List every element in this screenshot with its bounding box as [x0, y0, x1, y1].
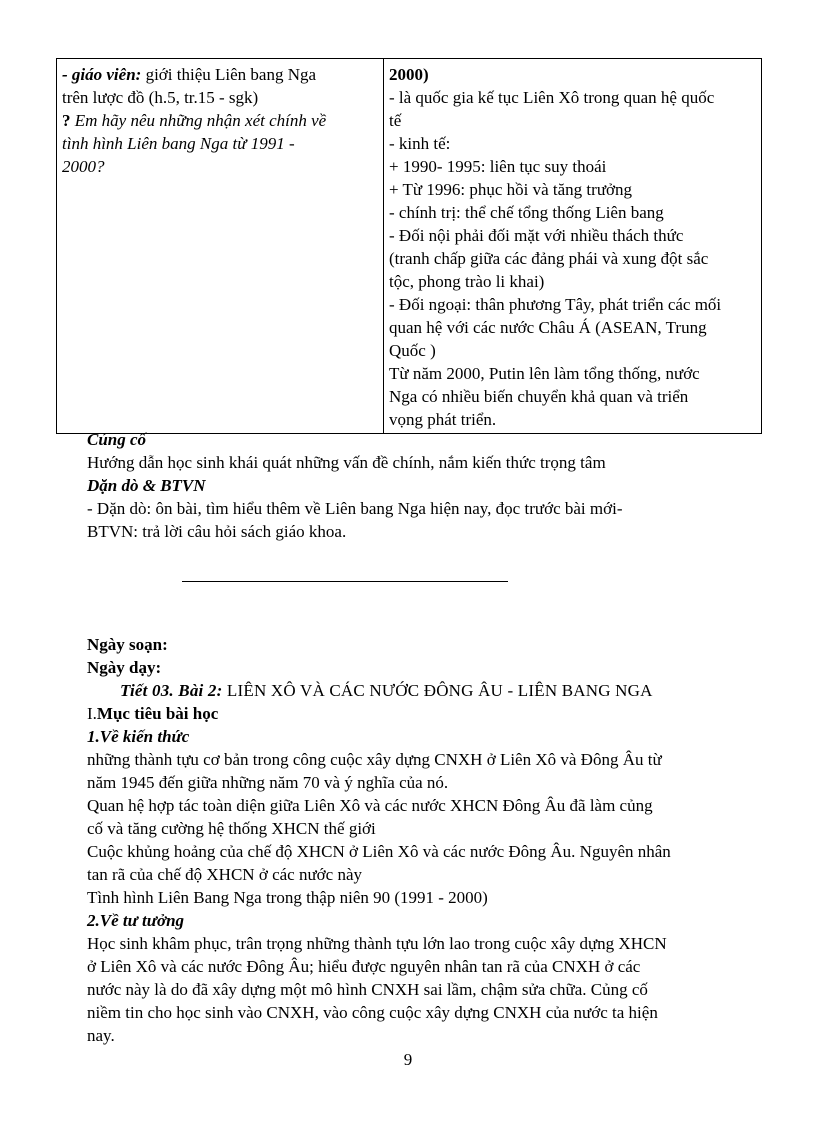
ideology-line: nước này là do đã xây dựng một mô hình CNXH sai lầm, chậm sửa chữa. Củng cố — [87, 980, 648, 999]
year-heading: 2000) — [389, 65, 429, 84]
content-line: - là quốc gia kế tục Liên Xô trong quan hệ quốc — [389, 88, 715, 107]
knowledge-line: Tình hình Liên Bang Nga trong thập niên 90 (1991 - 2000) — [87, 888, 488, 907]
ideology-line: ở Liên Xô và các nước Đông Âu; hiểu được nguyên nhân tan rã của CNXH ở các — [87, 957, 641, 976]
knowledge-line: tan rã của chế độ XHCN ở các nước này — [87, 865, 362, 884]
teacher-text-line-2: trên lược đồ (h.5, tr.15 - sgk) — [62, 88, 259, 107]
content-line: - Đối ngoại: thân phương Tây, phát triển các mối — [389, 295, 722, 314]
consolidation-heading: Củng cố — [87, 430, 147, 449]
knowledge-heading: 1.Về kiến thức — [87, 727, 190, 746]
content-line: (tranh chấp giữa các đảng phái và xung đột sắc — [389, 249, 709, 268]
question-text-line-3: 2000? — [62, 157, 105, 176]
knowledge-line: cố và tăng cường hệ thống XHCN thế giới — [87, 819, 376, 838]
teacher-activity-cell — [57, 59, 384, 434]
ideology-line: nay. — [87, 1026, 115, 1045]
content-line: - kinh tế: — [389, 134, 451, 153]
section-divider — [182, 581, 508, 582]
ideology-line: niềm tin cho học sinh vào CNXH, vào công cuộc xây dựng CNXH của nước ta hiện — [87, 1003, 658, 1022]
ideology-line: Học sinh khâm phục, trân trọng những thành tựu lớn lao trong cuộc xây dựng XHCN — [87, 934, 667, 953]
consolidation-section — [87, 428, 757, 543]
teacher-label: - giáo viên: — [62, 65, 142, 84]
table-row — [57, 59, 762, 434]
homework-heading: Dặn dò & BTVN — [87, 476, 206, 495]
content-line: - chính trị: thể chế tổng thống Liên bang — [389, 203, 664, 222]
content-line: quan hệ với các nước Châu Á (ASEAN, Trung — [389, 318, 707, 337]
content-line: + Từ 1996: phục hồi và tăng trưởng — [389, 180, 633, 199]
content-line: + 1990- 1995: liên tục suy thoái — [389, 157, 607, 176]
content-line: vọng phát triển. — [389, 410, 497, 429]
objectives-prefix: I. — [87, 704, 97, 723]
knowledge-line: năm 1945 đến giữa những năm 70 và ý nghĩa của nó. — [87, 773, 449, 792]
page-number: 9 — [403, 1050, 413, 1069]
new-lesson-section — [87, 633, 757, 1047]
lesson-table — [56, 58, 762, 434]
objectives-heading — [87, 702, 757, 725]
knowledge-line: Quan hệ hợp tác toàn diện giữa Liên Xô và các nước XHCN Đông Âu đã làm củng — [87, 796, 653, 815]
content-line: - Đối nội phải đối mặt với nhiều thách thức — [389, 226, 684, 245]
objectives-heading-text: Mục tiêu bài học — [96, 704, 219, 723]
content-line: Quốc ) — [389, 341, 436, 360]
teacher-line — [62, 63, 379, 86]
ideology-heading: 2.Về tư tưởng — [87, 911, 185, 930]
content-line: tộc, phong trào li khai) — [389, 272, 545, 291]
homework-line: - Dặn dò: ôn bài, tìm hiểu thêm về Liên bang Nga hiện nay, đọc trước bài mới- — [87, 499, 623, 518]
content-line: Nga có nhiều biến chuyển khả quan và triển — [389, 387, 689, 406]
teacher-text: giới thiệu Liên bang Nga — [141, 65, 317, 84]
consolidation-text: Hướng dẫn học sinh khái quát những vấn đề chính, nắm kiến thức trọng tâm — [87, 453, 606, 472]
content-line: Từ năm 2000, Putin lên làm tổng thống, nước — [389, 364, 700, 383]
homework-line: BTVN: trả lời câu hỏi sách giáo khoa. — [87, 522, 347, 541]
knowledge-line: những thành tựu cơ bản trong công cuộc xây dựng CNXH ở Liên Xô và Đông Âu từ — [87, 750, 662, 769]
question-line — [62, 109, 379, 132]
question-mark: ? — [62, 111, 71, 130]
teach-date-label: Ngày dạy: — [87, 658, 162, 677]
lesson-title — [87, 679, 757, 702]
content-cell — [384, 59, 762, 434]
content-line: tế — [389, 111, 402, 130]
knowledge-line: Cuộc khủng hoảng của chế độ XHCN ở Liên Xô và các nước Đông Âu. Nguyên nhân — [87, 842, 671, 861]
prep-date-label: Ngày soạn: — [87, 635, 168, 654]
question-text-line-2: tình hình Liên bang Nga từ 1991 - — [62, 134, 295, 153]
question-text: Em hãy nêu những nhận xét chính về — [70, 111, 327, 130]
lesson-title-prefix: Tiết 03. Bài 2: — [120, 681, 223, 700]
lesson-title-text: LIÊN XÔ VÀ CÁC NƯỚC ĐÔNG ÂU - LIÊN BANG NGA — [222, 681, 653, 700]
